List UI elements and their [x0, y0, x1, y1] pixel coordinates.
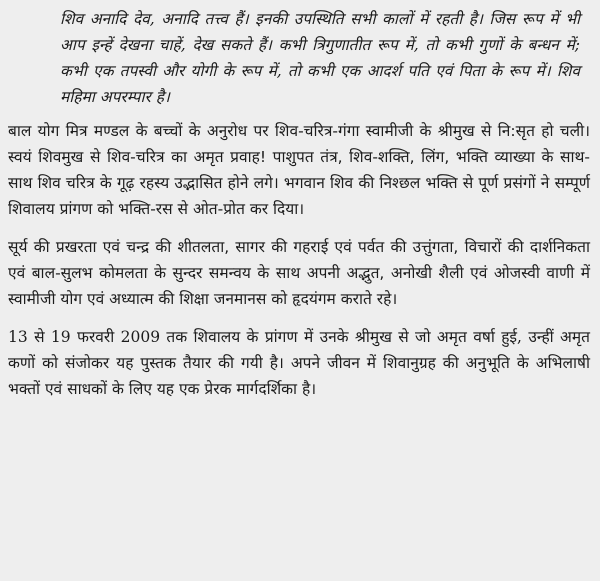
- paragraph-swamiji-style: सूर्य की प्रखरता एवं चन्द्र की शीतलता, सागर की गहराई एवं पर्वत की उत्तुंगता, विचारों की दार्शनिकता एवं बाल-सुलभ कोमलता के सुन्दर समन्वय के साथ अपनी अद्भुत, अनोखी शैली एवं ओजस्वी वाणी में स्वामीजी योग एवं अध्यात्म की शिक्षा जनमानस को हृदयंगम कराते रहे।: [8, 238, 590, 308]
- intro-quote: शिव अनादि देव, अनादि तत्त्व हैं। इनकी उपस्थिति सभी कालों में रहती है। जिस रूप में भी आप इन्हें देखना चाहें, देख सकते हैं। कभी त्रिगुणातीत रूप में, तो कभी गुणों के बन्धन में; कभी एक तपस्वी और योगी के रूप में, तो कभी एक आदर्श पति एवं पिता के रूप में। शिव महिमा अपरम्पार है।: [60, 10, 580, 106]
- paragraph-book-origin: 13 से 19 फरवरी 2009 तक शिवालय के प्रांगण में उनके श्रीमुख से जो अमृत वर्षा हुई, उन्हीं अमृत कणों को संजोकर यह पुस्तक तैयार की गयी है। अपने जीवन में शिवानुग्रह की अनुभूति के अभिलाषी भक्तों एवं साधकों के लिए यह एक प्रेरक मार्गदर्शिका है।: [8, 328, 590, 398]
- paragraph-shiv-charitra: बाल योग मित्र मण्डल के बच्चों के अनुरोध पर शिव-चरित्र-गंगा स्वामीजी के श्रीमुख से नि:सृत हो चली। स्वयं शिवमुख से शिव-चरित्र का अमृत प्रवाह! पाशुपत तंत्र, शिव-शक्ति, लिंग, भक्ति व्याख्या के साथ-साथ शिव चरित्र के गूढ़ रहस्य उद्भासित होने लगे। भगवान शिव की निश्छल भक्ति से पूर्ण प्रसंगों ने सम्पूर्ण शिवालय प्रांगण को भक्ति-रस से ओत-प्रोत कर दिया।: [8, 122, 590, 218]
